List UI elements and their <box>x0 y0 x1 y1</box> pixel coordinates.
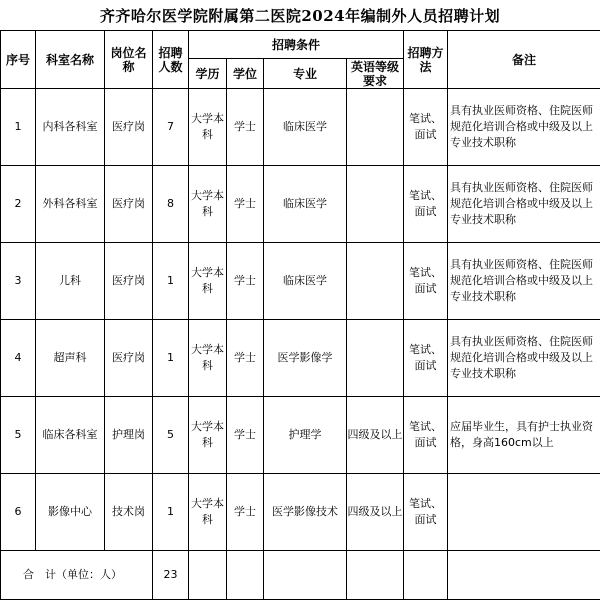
cell-english <box>347 243 404 320</box>
cell-degree: 学士 <box>227 474 264 551</box>
cell-method: 笔试、面试 <box>404 89 448 166</box>
cell-post: 护理岗 <box>105 397 153 474</box>
cell-remark: 具有执业医师资格、住院医师规范化培训合格或中级及以上专业技术职称 <box>448 320 600 397</box>
header-conditions: 招聘条件 <box>189 31 404 59</box>
total-label: 合 计（单位：人） <box>1 551 153 600</box>
cell-degree: 学士 <box>227 166 264 243</box>
header-method: 招聘方法 <box>404 31 448 89</box>
document-title: 齐齐哈尔医学院附属第二医院2024年编制外人员招聘计划 <box>99 7 501 25</box>
cell-dept: 临床各科室 <box>36 397 105 474</box>
header-english: 英语等级要求 <box>347 59 404 89</box>
recruitment-table <box>0 30 600 600</box>
cell-method: 笔试、面试 <box>404 243 448 320</box>
cell-remark: 具有执业医师资格、住院医师规范化培训合格或中级及以上专业技术职称 <box>448 243 600 320</box>
cell-edu: 大学本科 <box>189 320 227 397</box>
cell-method: 笔试、面试 <box>404 320 448 397</box>
cell-count: 5 <box>153 397 189 474</box>
table-row <box>1 89 600 166</box>
cell-dept: 超声科 <box>36 320 105 397</box>
header-major: 专业 <box>264 59 347 89</box>
cell-method: 笔试、面试 <box>404 397 448 474</box>
cell-english <box>347 166 404 243</box>
cell-remark <box>448 474 600 551</box>
cell-seq: 3 <box>1 243 36 320</box>
cell-dept: 儿科 <box>36 243 105 320</box>
cell-degree: 学士 <box>227 89 264 166</box>
header-remark: 备注 <box>448 31 600 89</box>
cell-method: 笔试、面试 <box>404 474 448 551</box>
cell-seq: 1 <box>1 89 36 166</box>
total-empty-cell <box>189 551 227 600</box>
cell-post: 医疗岗 <box>105 89 153 166</box>
total-empty-cell <box>404 551 448 600</box>
header-count: 招聘人数 <box>153 31 189 89</box>
header-dept: 科室名称 <box>36 31 105 89</box>
cell-degree: 学士 <box>227 243 264 320</box>
cell-count: 1 <box>153 320 189 397</box>
cell-remark: 具有执业医师资格、住院医师规范化培训合格或中级及以上专业技术职称 <box>448 89 600 166</box>
table-row <box>1 243 600 320</box>
cell-major: 临床医学 <box>264 89 347 166</box>
cell-major: 临床医学 <box>264 166 347 243</box>
table-row <box>1 320 600 397</box>
cell-count: 1 <box>153 474 189 551</box>
cell-seq: 6 <box>1 474 36 551</box>
header-degree: 学位 <box>227 59 264 89</box>
total-count: 23 <box>153 551 189 600</box>
cell-post: 技术岗 <box>105 474 153 551</box>
cell-edu: 大学本科 <box>189 243 227 320</box>
cell-english: 四级及以上 <box>347 474 404 551</box>
table-row <box>1 474 600 551</box>
cell-edu: 大学本科 <box>189 89 227 166</box>
table-row <box>1 166 600 243</box>
cell-seq: 5 <box>1 397 36 474</box>
cell-remark: 具有执业医师资格、住院医师规范化培训合格或中级及以上专业技术职称 <box>448 166 600 243</box>
cell-english <box>347 89 404 166</box>
header-edu: 学历 <box>189 59 227 89</box>
cell-dept: 影像中心 <box>36 474 105 551</box>
total-empty-cell <box>448 551 600 600</box>
cell-edu: 大学本科 <box>189 474 227 551</box>
cell-major: 医学影像学 <box>264 320 347 397</box>
cell-post: 医疗岗 <box>105 320 153 397</box>
table-row <box>1 397 600 474</box>
cell-major: 临床医学 <box>264 243 347 320</box>
total-empty-cell <box>347 551 404 600</box>
cell-count: 1 <box>153 243 189 320</box>
cell-major: 医学影像技术 <box>264 474 347 551</box>
header-seq: 序号 <box>1 31 36 89</box>
total-empty-cell <box>227 551 264 600</box>
cell-major: 护理学 <box>264 397 347 474</box>
cell-english <box>347 320 404 397</box>
cell-degree: 学士 <box>227 397 264 474</box>
cell-seq: 4 <box>1 320 36 397</box>
header-post: 岗位名称 <box>105 31 153 89</box>
cell-count: 7 <box>153 89 189 166</box>
cell-seq: 2 <box>1 166 36 243</box>
header-row-1 <box>1 31 600 59</box>
cell-dept: 内科各科室 <box>36 89 105 166</box>
cell-edu: 大学本科 <box>189 166 227 243</box>
cell-english: 四级及以上 <box>347 397 404 474</box>
cell-remark: 应届毕业生，具有护士执业资格，身高160cm以上 <box>448 397 600 474</box>
cell-edu: 大学本科 <box>189 397 227 474</box>
total-row <box>1 551 600 600</box>
cell-method: 笔试、面试 <box>404 166 448 243</box>
cell-post: 医疗岗 <box>105 166 153 243</box>
total-empty-cell <box>264 551 347 600</box>
cell-post: 医疗岗 <box>105 243 153 320</box>
cell-dept: 外科各科室 <box>36 166 105 243</box>
cell-count: 8 <box>153 166 189 243</box>
cell-degree: 学士 <box>227 320 264 397</box>
